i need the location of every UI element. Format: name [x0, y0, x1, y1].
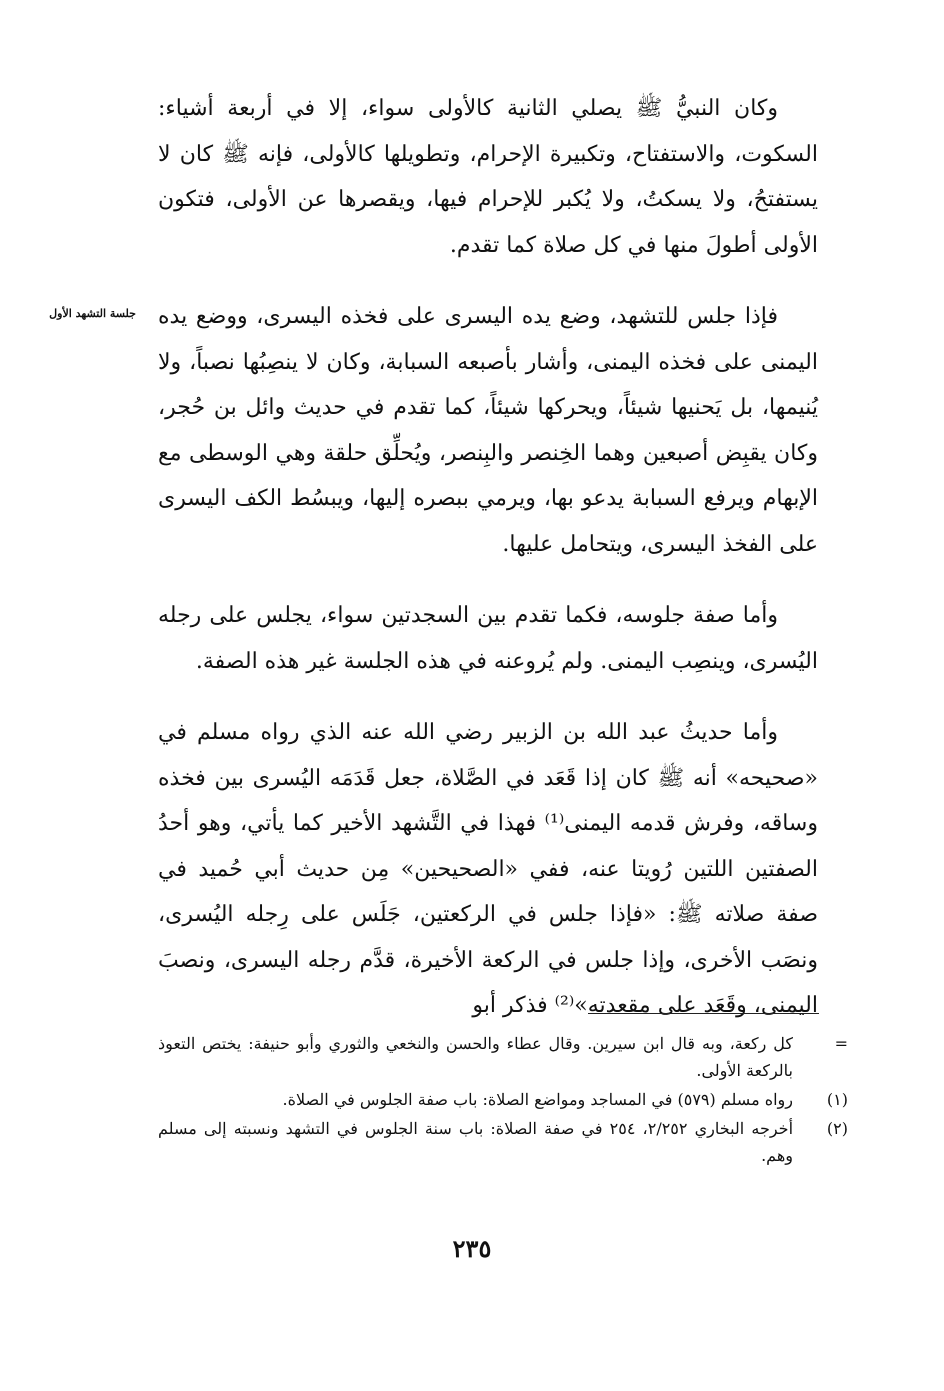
footnote-2 [158, 1115, 848, 1169]
footnotes [158, 1030, 848, 1171]
footnote-mark: = [834, 1034, 848, 1053]
paragraph-4: وأما حديثُ عبد الله بن الزبير رضي الله عنه الذي رواه مسلم في «صحيحه» أنه ﷺ كان إذا قَعَد في الصَّلاة، جعل قَدَمَه اليُسرى بين فخذه وساقه، وفرش قدمه اليمنى⁽¹⁾ فهذا في التَّشهد الأخير كما يأتي، وهو أحدُ الصفتين اللتين رُويتا عنه، ففي «الصحيحين» مِن حديث أبي حُميد في صفة صلاته ﷺ: «فإذا جلس في الركعتين، جَلَس على رِجله اليُسرى، ونصَب الأخرى، وإذا جلس في الركعة الأخيرة، قدَّم رجله اليسرى، ونصبَ اليمنى، وقَعَد على مقعدته»⁽²⁾ فذكر أبو [158, 720, 818, 1018]
footnote-1 [158, 1086, 848, 1113]
footnote-divider [588, 1013, 819, 1014]
paragraph-1: وكان النبيُّ ﷺ يصلي الثانية كالأولى سواء، إلا في أربعة أشياء: السكوت، والاستفتاح، وتكبيرة الإحرام، وتطويلها كالأولى، فإنه ﷺ كان لا يستفتحُ، ولا يسكتُ، ولا يُكبر للإحرام فيها، ويقصرها عن الأولى، فتكون الأولى أطولَ منها في كل صلاة كما تقدم. [158, 96, 818, 258]
margin-heading: جلسة التشهد الأول [49, 307, 136, 320]
footnote-mark: (٢) [826, 1119, 848, 1138]
footnote-text: رواه مسلم (٥٧٩) في المساجد ومواضع الصلاة: باب صفة الجلوس في الصلاة. [282, 1090, 793, 1109]
page-number: ٢٣٥ [452, 1234, 492, 1263]
footnote-text: كل ركعة، وبه قال ابن سيرين. وقال عطاء والحسن والنخعي والثوري وأبو حنيفة: يختص التعوذ بالركعة الأولى. [158, 1034, 793, 1080]
main-text [158, 86, 818, 1029]
footnote-text: أخرجه البخاري ٢/٢٥٢، ٢٥٤ في صفة الصلاة: باب سنة الجلوس في التشهد ونسبته إلى مسلم وهم. [158, 1119, 794, 1165]
footnote-continued [158, 1030, 848, 1084]
paragraph-3: وأما صفة جلوسه، فكما تقدم بين السجدتين سواء، يجلس على رجله اليُسرى، وينصِب اليمنى. ولم يُروعنه في هذه الجلسة غير هذه الصفة. [158, 603, 818, 674]
footnote-mark: (١) [826, 1090, 848, 1109]
paragraph-2: فإذا جلس للتشهد، وضع يده اليسرى على فخذه اليسرى، ووضع يده اليمنى على فخذه اليمنى، وأشار بأصبعه السبابة، وكان لا ينصِبُها نصباً، ولا يُنيمها، بل يَحنيها شيئاً، ويحركها شيئاً، كما تقدم في حديث وائل بن حُجر، وكان يقبِض أصبعين وهما الخِنصر والبِنصر، ويُحلِّق حلقة وهي الوسطى مع الإبهام ويرفع السبابة يدعو بها، ويرمي ببصره إليها، ويبسُط الكف اليسرى على الفخذ اليسرى، ويتحامل عليها. [158, 304, 818, 557]
